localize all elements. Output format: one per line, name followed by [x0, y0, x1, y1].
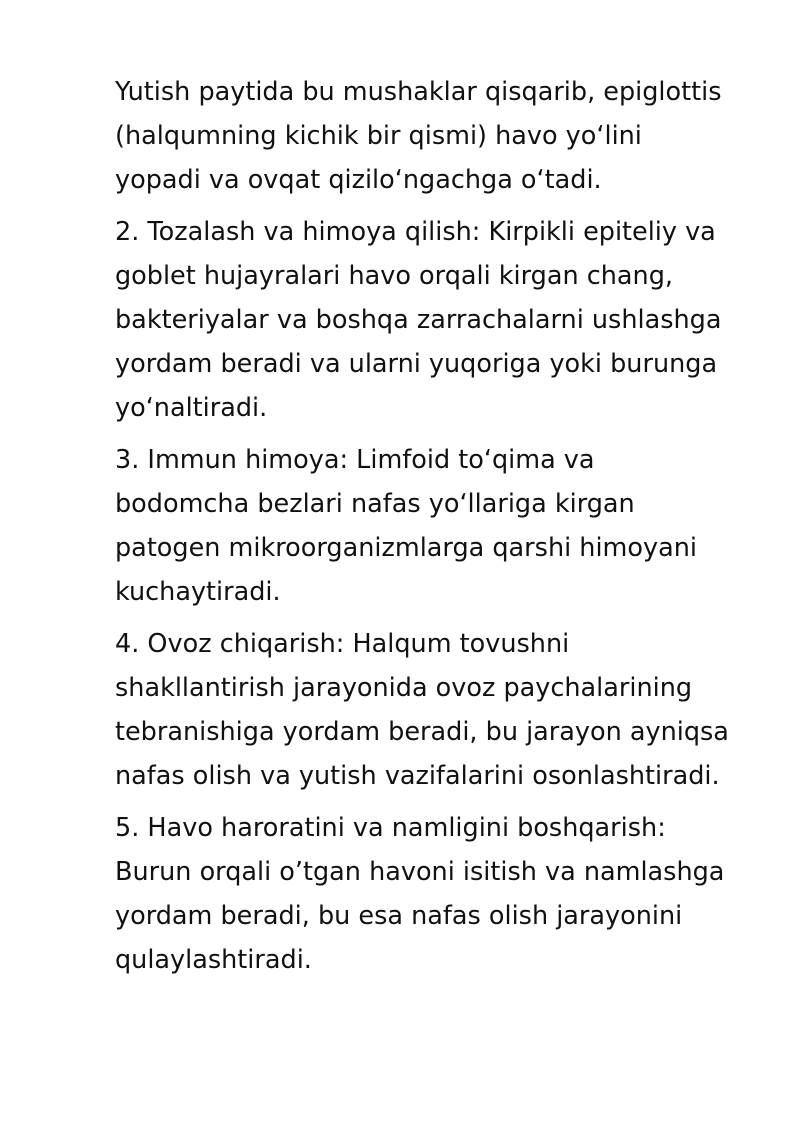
text-line: 3. Immun himoya: Limfoid to‘qima va [115, 445, 595, 475]
text-line: yordam beradi va ularni yuqoriga yoki burunga [115, 349, 718, 379]
text-line: Burun orqali o’tgan havoni isitish va namlashga [115, 857, 725, 887]
text-line: 2. Tozalash va himoya qilish: Kirpikli epiteliy va [115, 217, 716, 247]
document-page [115, 70, 755, 990]
text-line: patogen mikroorganizmlarga qarshi himoyani [115, 533, 697, 563]
paragraph-item-3 [115, 438, 755, 614]
text-line: bakteriyalar va boshqa zarrachalarni ushlashga [115, 305, 722, 335]
text-line: kuchaytiradi. [115, 577, 281, 607]
paragraph-item-4 [115, 622, 755, 798]
text-line: tebranishiga yordam beradi, bu jarayon ayniqsa [115, 717, 729, 747]
text-line: 5. Havo haroratini va namligini boshqarish: [115, 813, 666, 843]
text-line: yo‘naltiradi. [115, 393, 268, 423]
text-line: nafas olish va yutish vazifalarini osonlashtiradi. [115, 761, 720, 791]
text-line: 4. Ovoz chiqarish: Halqum tovushni [115, 629, 570, 659]
text-line: yordam beradi, bu esa nafas olish jarayonini [115, 901, 683, 931]
text-line: goblet hujayralari havo orqali kirgan chang, [115, 261, 674, 291]
paragraph-intro [115, 70, 755, 202]
paragraph-item-2 [115, 210, 755, 430]
paragraph-item-5 [115, 806, 755, 982]
text-line: shakllantirish jarayonida ovoz paychalarining [115, 673, 693, 703]
text-line: (halqumning kichik bir qismi) havo yo‘lini [115, 121, 642, 151]
text-line: Yutish paytida bu mushaklar qisqarib, epiglottis [115, 77, 722, 107]
text-line: qulaylashtiradi. [115, 945, 312, 975]
text-line: yopadi va ovqat qizilo‘ngachga o‘tadi. [115, 165, 602, 195]
text-line: bodomcha bezlari nafas yo‘llariga kirgan [115, 489, 635, 519]
